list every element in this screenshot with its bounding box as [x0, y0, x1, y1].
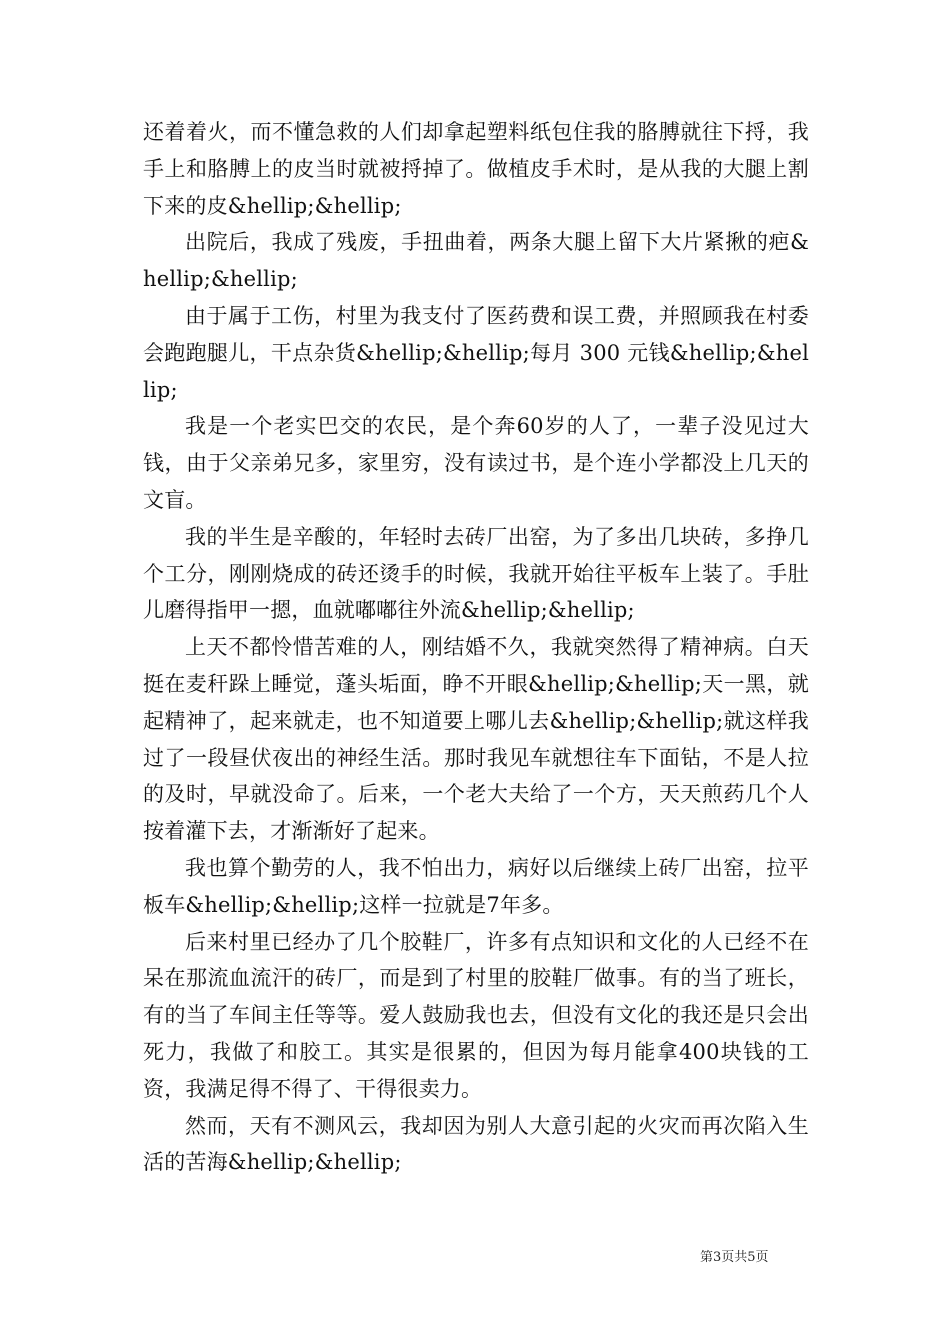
paragraph-6: 上天不都怜惜苦难的人，刚结婚不久，我就突然得了精神病。白天挺在麦秆跺上睡觉，蓬头垢面，睁不开眼&hellip;&hellip;天一黑，就起精神了，起来就走，也不知道要上哪儿去&hellip;&hellip;就这样我过了一段昼伏夜出的神经生活。那时我见车就想往车下面钻，不是人拉的及时，早就没命了。后来，一个老大夫给了一个方，天天煎药几个人按着灌下去，才渐渐好了起来。: [143, 635, 809, 844]
paragraph-9: 然而，天有不测风云，我却因为别人大意引起的火灾而再次陷入生活的苦海&hellip;&hellip;: [143, 1113, 809, 1175]
paragraph-4: 我是一个老实巴交的农民，是个奔60岁的人了，一辈子没见过大钱，由于父亲弟兄多，家里穷，没有读过书，是个连小学都没上几天的文盲。: [143, 414, 809, 512]
document-body: [143, 114, 809, 1181]
paragraph-3: 由于属于工伤，村里为我支付了医药费和误工费，并照顾我在村委会跑跑腿儿，干点杂货&hellip;&hellip;每月 300 元钱&hellip;&hellip;: [143, 303, 809, 402]
paragraph-7: 我也算个勤劳的人，我不怕出力，病好以后继续上砖厂出窑，拉平板车&hellip;&hellip;这样一拉就是7年多。: [143, 855, 809, 917]
paragraph-8: 后来村里已经办了几个胶鞋厂，许多有点知识和文化的人已经不在呆在那流血流汗的砖厂，而是到了村里的胶鞋厂做事。有的当了班长，有的当了车间主任等等。爱人鼓励我也去，但没有文化的我还是只会出死力，我做了和胶工。其实是很累的，但因为每月能拿400块钱的工资，我满足得不得了、干得很卖力。: [143, 929, 809, 1101]
page-number-footer: 第3页共5页: [700, 1250, 769, 1265]
paragraph-2: 出院后，我成了残废，手扭曲着，两条大腿上留下大片紧揪的疤&hellip;&hellip;: [143, 230, 809, 292]
paragraph-1: 还着着火，而不懂急救的人们却拿起塑料纸包住我的胳膊就往下捋，我手上和胳膊上的皮当时就被捋掉了。做植皮手术时，是从我的大腿上割下来的皮&hellip;&hellip;: [143, 120, 809, 218]
paragraph-5: 我的半生是辛酸的，年轻时去砖厂出窑，为了多出几块砖，多挣几个工分，刚刚烧成的砖还烫手的时候，我就开始往平板车上装了。手肚儿磨得指甲一摁，血就嘟嘟往外流&hellip;&hellip;: [143, 524, 809, 623]
